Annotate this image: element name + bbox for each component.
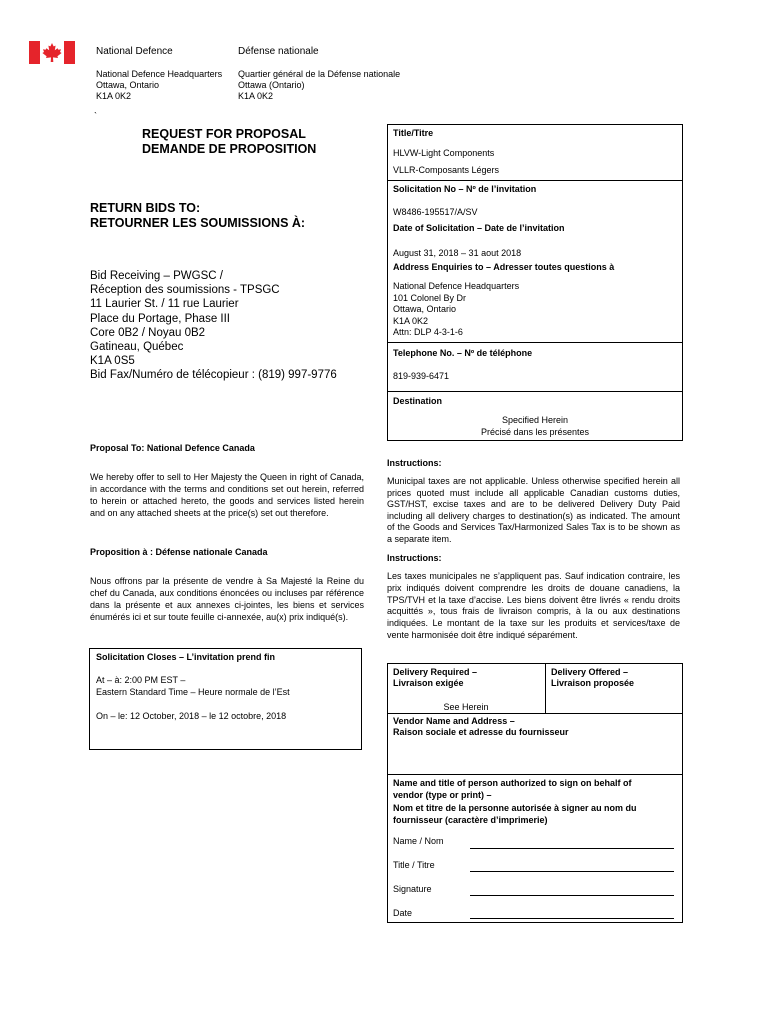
enquiries-address-line: K1A 0K2 (393, 315, 429, 326)
solicitation-date-label: Date of Solicitation – Date de l’invitation (393, 223, 565, 233)
signer-name-field[interactable] (470, 848, 674, 849)
solicitation-no-label: Solicitation No – Nº de l’invitation (393, 184, 537, 194)
title-label: Title/Titre (393, 128, 434, 138)
instructions-label-en: Instructions: (387, 458, 442, 468)
address-line: K1A 0K2 (238, 91, 274, 101)
closes-time: At – à: 2:00 PM EST – (96, 675, 186, 685)
return-bids-fr: RETOURNER LES SOUMISSIONS À: (90, 216, 306, 230)
enquiries-address (393, 281, 519, 339)
closes-date: On – le: 12 October, 2018 – le 12 octobre, 2018 (96, 711, 287, 721)
signature-field[interactable] (470, 895, 674, 896)
instructions-text-en: Municipal taxes are not applicable. Unless otherwise specified herein all prices quoted must include all applicable Canadian customs duties, GST/HST, excise taxes and are to be delivered Delivery Duty Paid including all delivery charges to destination(s) as indicated. The amount of the Goods and Services Tax/Harmonized Sales Tax is to be shown as a separate item. (387, 476, 680, 544)
return-address-line: Réception des soumissions - TPSGC (90, 284, 280, 297)
enquiries-address-line: Ottawa, Ontario (393, 304, 457, 314)
authorized-signer-line: vendor (type or print) – (393, 790, 492, 801)
solicitation-date-value: August 31, 2018 – 31 aout 2018 (393, 248, 522, 258)
canada-flag-logo (29, 41, 75, 64)
signer-title-field[interactable] (470, 871, 674, 872)
address-line: Ottawa (Ontario) (238, 80, 305, 90)
instructions-text-fr: Les taxes municipales ne s’appliquent pas. Sauf indication contraire, les prix indiqués doivent comprendre les droits de douane canadiens, la TPS/TVH et la taxe d’accise. Les biens doivent être livrés « rendu droits acquittés », tous frais de livraison compris, à la ou aux destinations indiquées. Le montant de la taxe sur les produits et services/taxe de vente harmonisée doit être indiqué séparément. (387, 571, 680, 640)
dept-address-fr (238, 69, 400, 102)
delivery-offered-fr: Livraison proposée (551, 678, 635, 688)
telephone-value: 819-939-6471 (393, 371, 450, 381)
signer-title-label: Title / Titre (393, 860, 435, 870)
closes-timezone: Eastern Standard Time – Heure normale de l’Est (96, 687, 290, 697)
title-fr: DEMANDE DE PROPOSITION (142, 142, 317, 156)
address-line: Quartier général de la Défense nationale (238, 69, 401, 79)
title-value-fr: VLLR-Composants Légers (393, 165, 500, 175)
address-line: K1A 0K2 (96, 91, 132, 101)
address-line: National Defence Headquarters (96, 69, 223, 79)
return-address-line: 11 Laurier St. / 11 rue Laurier (90, 298, 239, 311)
address-line: Ottawa, Ontario (96, 80, 160, 90)
enquiries-label: Address Enquiries to – Adresser toutes questions à (393, 262, 615, 272)
authorized-signer-line: Nom et titre de la personne autorisée à signer au nom du (393, 802, 637, 813)
enquiries-address-line: National Defence Headquarters (393, 281, 520, 291)
delivery-required-value: See Herein (443, 702, 489, 712)
signature-date-label: Date (393, 908, 413, 918)
vendor-label-fr: Raison sociale et adresse du fournisseur (393, 727, 569, 737)
vendor-name-label (393, 716, 569, 738)
return-address-line: Place du Portage, Phase III (90, 312, 231, 325)
enquiries-address-line: Attn: DLP 4-3-1-6 (393, 327, 463, 337)
delivery-required-label (393, 667, 477, 689)
document-title (142, 127, 316, 157)
return-address-line: Gatineau, Québec (90, 341, 184, 354)
instructions-label-fr: Instructions: (387, 553, 442, 563)
closes-label: Solicitation Closes – L’invitation prend fin (96, 652, 276, 662)
authorized-signer-line: fournisseur (caractère d’imprimerie) (393, 814, 548, 825)
delivery-required-fr: Livraison exigée (393, 678, 464, 688)
dept-name-en: National Defence (96, 46, 173, 57)
enquiries-address-line: 101 Colonel By Dr (393, 292, 467, 303)
vendor-label-en: Vendor Name and Address – (393, 716, 515, 726)
return-address-line: Bid Receiving – PWGSC / (90, 270, 223, 282)
signer-name-label: Name / Nom (393, 836, 444, 846)
authorized-signer-line: Name and title of person authorized to sign on behalf of (393, 778, 632, 788)
return-address-line: K1A 0S5 (90, 355, 135, 368)
proposal-to-fr: Proposition à : Défense nationale Canada (90, 547, 268, 557)
destination-label: Destination (393, 396, 443, 406)
offer-text-en: We hereby offer to sell to Her Majesty the Queen in right of Canada, in accordance with the terms and conditions set out herein, referred to herein or attached hereto, the goods and services listed herein and on any attached sheets at the price(s) set out therefore. (90, 472, 364, 518)
proposal-to-en: Proposal To: National Defence Canada (90, 443, 255, 453)
return-address-line: Bid Fax/Numéro de télécopieur : (819) 997-9776 (90, 369, 337, 382)
stray-mark: ` (94, 111, 97, 121)
authorized-signer-label (393, 777, 637, 826)
signature-label: Signature (393, 884, 432, 894)
return-address (90, 269, 337, 383)
title-value-en: HLVW-Light Components (393, 148, 495, 158)
return-bids-en: RETURN BIDS TO: (90, 201, 201, 215)
offer-text-fr: Nous offrons par la présente de vendre à Sa Majesté la Reine du chef du Canada, aux conditions énoncées ou incluses par référence dans la présente et aux annexes ci-jointes, les biens et services énumérés ici et sur toute feuille ci-annexée, au(x) prix indiqué(s). (90, 576, 364, 622)
dept-address-en (96, 69, 222, 102)
title-en: REQUEST FOR PROPOSAL (142, 127, 306, 141)
telephone-label: Telephone No. – Nº de téléphone (393, 348, 533, 358)
solicitation-no-value: W8486-195517/A/SV (393, 207, 478, 217)
destination-value-en: Specified Herein (501, 415, 569, 425)
delivery-offered-label (551, 667, 634, 689)
signature-date-field[interactable] (470, 918, 674, 919)
dept-name-fr: Défense nationale (238, 46, 319, 57)
return-bids-heading (90, 201, 305, 231)
destination-value-fr: Précisé dans les présentes (480, 427, 590, 437)
return-address-line: Core 0B2 / Noyau 0B2 (90, 326, 206, 339)
solicitation-closes-box (89, 648, 362, 750)
delivery-required-en: Delivery Required – (393, 667, 478, 677)
delivery-offered-en: Delivery Offered – (551, 667, 629, 677)
